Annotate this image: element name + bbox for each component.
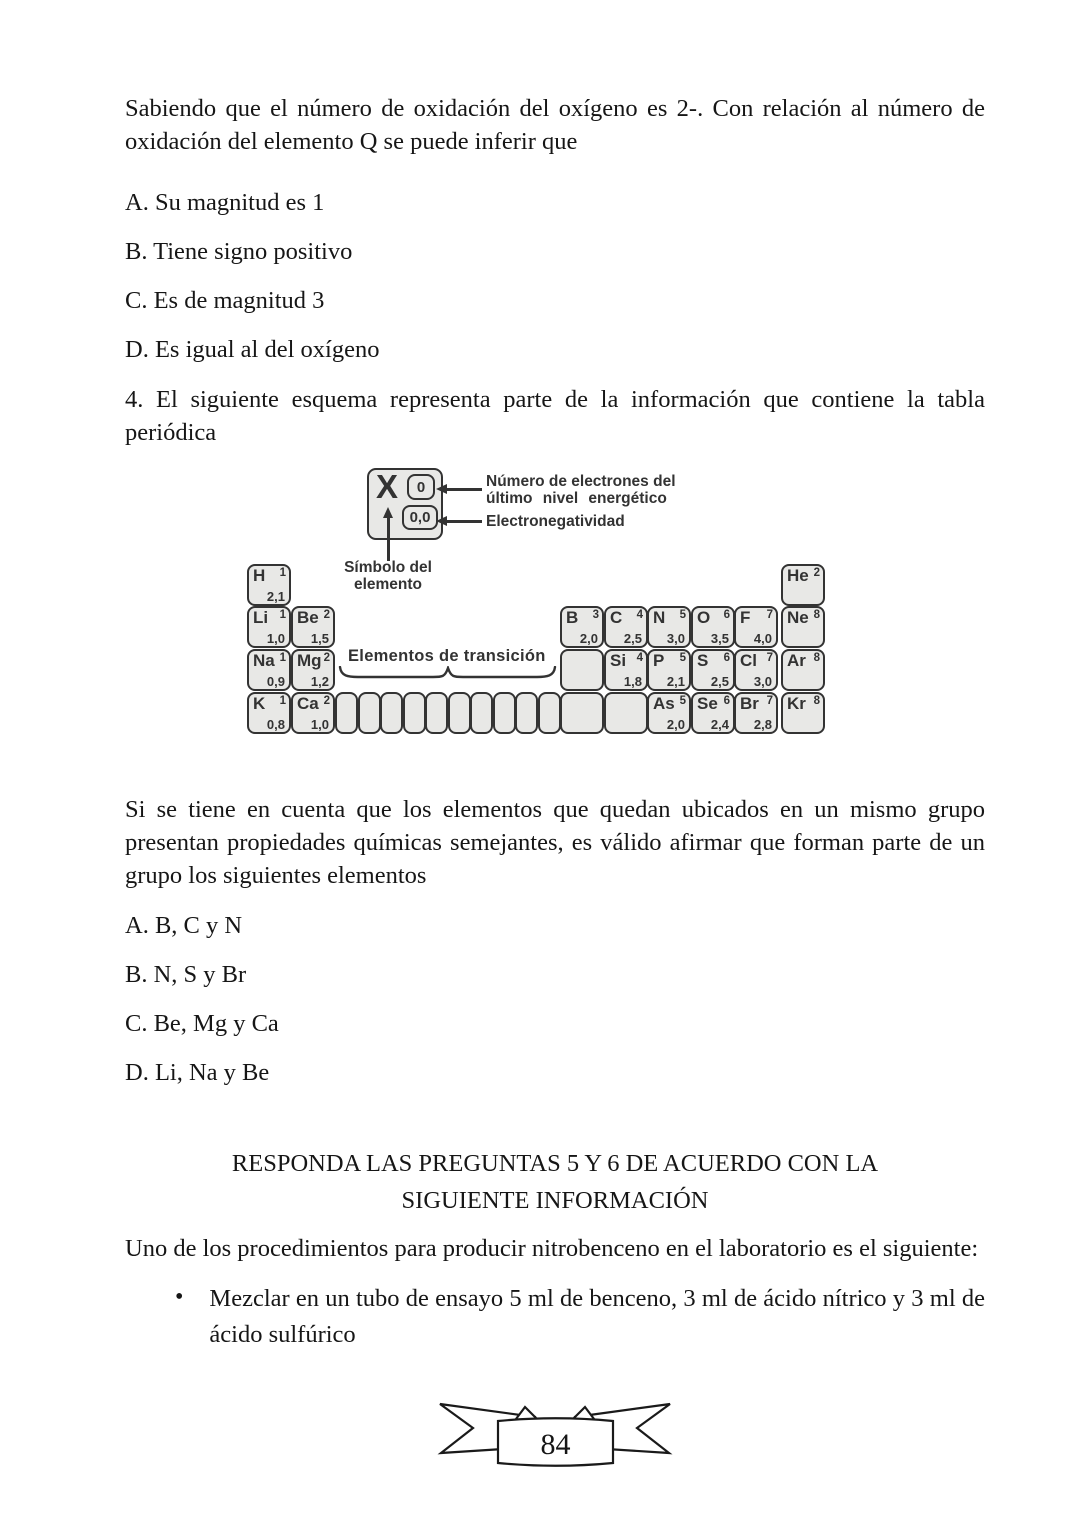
electron-count: 5 xyxy=(679,652,686,664)
transition-cell-blank xyxy=(470,692,493,734)
element-symbol: K xyxy=(253,694,266,713)
page-number-ribbon xyxy=(435,1397,675,1485)
electron-count: 1 xyxy=(279,652,286,664)
element-cell-blank xyxy=(560,649,604,691)
electronegativity-value: 1,8 xyxy=(623,674,642,689)
electron-count: 2 xyxy=(323,652,330,664)
transition-cell-blank xyxy=(380,692,403,734)
element-cell-Se xyxy=(691,692,735,734)
element-symbol: Se xyxy=(697,694,718,713)
electronegativity-value: 1,2 xyxy=(310,674,329,689)
element-symbol: Ca xyxy=(297,694,319,713)
transition-cell-blank xyxy=(493,692,516,734)
electronegativity-value: 3,0 xyxy=(666,631,685,646)
element-symbol: F xyxy=(740,608,751,627)
element-symbol: S xyxy=(697,651,709,670)
legend-label-electronegativity: Electronegatividad xyxy=(486,513,625,530)
question3-option-d: D. Es igual al del oxígeno xyxy=(125,336,380,363)
electron-count: 5 xyxy=(679,609,686,621)
electronegativity-value: 2,5 xyxy=(623,631,642,646)
periodic-table-diagram xyxy=(245,453,865,743)
element-cell-Ar xyxy=(781,649,825,691)
legend-electronegativity-box: 0,0 xyxy=(402,505,438,530)
electronegativity-value: 3,0 xyxy=(753,674,772,689)
electronegativity-arrow-icon xyxy=(446,520,482,523)
element-symbol: Li xyxy=(253,608,269,627)
element-cell-Ne xyxy=(781,606,825,648)
electron-count: 6 xyxy=(723,695,730,707)
element-cell-C xyxy=(604,606,648,648)
transition-brace-icon xyxy=(338,666,557,682)
transition-cell-blank xyxy=(335,692,358,734)
electron-count: 8 xyxy=(813,609,820,621)
element-symbol: Si xyxy=(610,651,627,670)
electron-count-arrow-icon xyxy=(446,488,482,491)
section-header-line2: SIGUIENTE INFORMACIÓN xyxy=(401,1187,709,1214)
question4-intro: 4. El siguiente esquema representa parte de la información que contiene la tabla periódica xyxy=(125,386,985,446)
transition-cell-blank xyxy=(403,692,426,734)
element-symbol: C xyxy=(610,608,623,627)
element-symbol: Cl xyxy=(740,651,757,670)
element-symbol: Ne xyxy=(787,608,809,627)
legend-label-symbol xyxy=(338,559,438,593)
element-cell-N xyxy=(647,606,691,648)
electron-count: 4 xyxy=(636,609,643,621)
element-symbol: H xyxy=(253,566,266,585)
element-cell-blank xyxy=(560,692,604,734)
electronegativity-value: 2,4 xyxy=(710,717,729,732)
transition-cell-blank xyxy=(515,692,538,734)
element-cell-S xyxy=(691,649,735,691)
legend-label-electrons-line1: Número de electrones del xyxy=(486,473,676,490)
legend-label-electrons xyxy=(486,473,676,507)
element-symbol: Ar xyxy=(787,651,806,670)
element-cell-Li xyxy=(247,606,291,648)
electronegativity-value: 2,0 xyxy=(666,717,685,732)
question4-option-b: B. N, S y Br xyxy=(125,961,247,988)
electronegativity-value: 3,5 xyxy=(710,631,729,646)
element-cell-As xyxy=(647,692,691,734)
element-symbol: Kr xyxy=(787,694,806,713)
transition-cell-blank xyxy=(448,692,471,734)
legend-label-electrons-line2: último nivel energético xyxy=(486,490,667,507)
element-cell-Be xyxy=(291,606,335,648)
question4-question: Si se tiene en cuenta que los elementos que quedan ubicados en un mismo grupo presentan propiedades químicas semejantes, es válido afirmar que forman parte de un grupo los siguientes elementos xyxy=(125,796,985,889)
electron-count: 2 xyxy=(813,567,820,579)
element-cell-Ca xyxy=(291,692,335,734)
section-header xyxy=(125,1145,985,1219)
questions56-intro: Uno de los procedimientos para producir nitrobenceno en el laboratorio es el siguiente: xyxy=(125,1235,979,1262)
transition-elements-label: Elementos de transición xyxy=(348,647,546,665)
procedure-bullet-item xyxy=(125,1281,985,1353)
procedure-bullet-text: Mezclar en un tubo de ensayo 5 ml de benceno, 3 ml de ácido nítrico y 3 ml de ácido sulfúrico xyxy=(209,1285,985,1348)
legend-electron-count-box: 0 xyxy=(407,474,435,500)
element-cell-O xyxy=(691,606,735,648)
electron-count: 2 xyxy=(323,695,330,707)
section-header-line1: RESPONDA LAS PREGUNTAS 5 Y 6 DE ACUERDO CON LA xyxy=(231,1150,879,1177)
element-symbol: P xyxy=(653,651,665,670)
element-cell-H xyxy=(247,564,291,606)
element-cell-F xyxy=(734,606,778,648)
element-symbol: Na xyxy=(253,651,275,670)
element-cell-blank xyxy=(604,692,648,734)
legend-element-box xyxy=(367,468,443,540)
page-number: 84 xyxy=(540,1428,571,1461)
element-symbol: As xyxy=(653,694,675,713)
electron-count: 2 xyxy=(323,609,330,621)
ribbon-banner-icon xyxy=(435,1397,675,1485)
question3-option-a: A. Su magnitud es 1 xyxy=(125,189,325,216)
transition-cell-blank xyxy=(425,692,448,734)
electron-count: 6 xyxy=(723,652,730,664)
legend-label-symbol-line2: elemento xyxy=(353,576,423,593)
electron-count: 1 xyxy=(279,609,286,621)
electron-count: 8 xyxy=(813,695,820,707)
element-symbol: Mg xyxy=(297,651,322,670)
transition-cell-blank xyxy=(358,692,381,734)
element-symbol: Be xyxy=(297,608,319,627)
question4-option-d: D. Li, Na y Be xyxy=(125,1059,270,1086)
element-symbol: He xyxy=(787,566,809,585)
legend-symbol-x: X xyxy=(376,468,399,505)
element-cell-He xyxy=(781,564,825,606)
electronegativity-value: 0,9 xyxy=(266,674,285,689)
electronegativity-value: 2,8 xyxy=(753,717,772,732)
element-symbol: Br xyxy=(740,694,759,713)
electron-count: 4 xyxy=(636,652,643,664)
electron-count: 8 xyxy=(813,652,820,664)
question3-option-b: B. Tiene signo positivo xyxy=(125,238,353,265)
electron-count: 7 xyxy=(766,652,773,664)
electron-count: 1 xyxy=(279,567,286,579)
electronegativity-value: 1,5 xyxy=(310,631,329,646)
electronegativity-value: 1,0 xyxy=(310,717,329,732)
question4-option-c: C. Be, Mg y Ca xyxy=(125,1010,279,1037)
element-cell-Br xyxy=(734,692,778,734)
element-cell-Cl xyxy=(734,649,778,691)
transition-cell-blank xyxy=(538,692,561,734)
electronegativity-value: 4,0 xyxy=(753,631,772,646)
element-cell-Si xyxy=(604,649,648,691)
electronegativity-value: 2,5 xyxy=(710,674,729,689)
question3-option-c: C. Es de magnitud 3 xyxy=(125,287,325,314)
electronegativity-value: 2,0 xyxy=(579,631,598,646)
electron-count: 7 xyxy=(766,695,773,707)
electron-count: 5 xyxy=(679,695,686,707)
electronegativity-value: 2,1 xyxy=(666,674,685,689)
bullet-icon: • xyxy=(175,1284,184,1310)
element-symbol: N xyxy=(653,608,666,627)
electron-count: 3 xyxy=(592,609,599,621)
legend-label-symbol-line1: Símbolo del xyxy=(344,559,432,576)
electron-count: 7 xyxy=(766,609,773,621)
electron-count: 6 xyxy=(723,609,730,621)
question4-option-a: A. B, C y N xyxy=(125,912,243,939)
question3-intro: Sabiendo que el número de oxidación del oxígeno es 2-. Con relación al número de oxidación del elemento Q se puede inferir que xyxy=(125,95,985,155)
electronegativity-value: 2,1 xyxy=(266,589,285,604)
element-symbol: O xyxy=(697,608,711,627)
element-symbol: B xyxy=(566,608,579,627)
element-cell-Mg xyxy=(291,649,335,691)
element-cell-Kr xyxy=(781,692,825,734)
element-cell-B xyxy=(560,606,604,648)
element-cell-P xyxy=(647,649,691,691)
element-cell-Na xyxy=(247,649,291,691)
electronegativity-value: 0,8 xyxy=(266,717,285,732)
element-symbol-arrow-icon xyxy=(387,517,390,561)
element-cell-K xyxy=(247,692,291,734)
electronegativity-value: 1,0 xyxy=(266,631,285,646)
electron-count: 1 xyxy=(279,695,286,707)
